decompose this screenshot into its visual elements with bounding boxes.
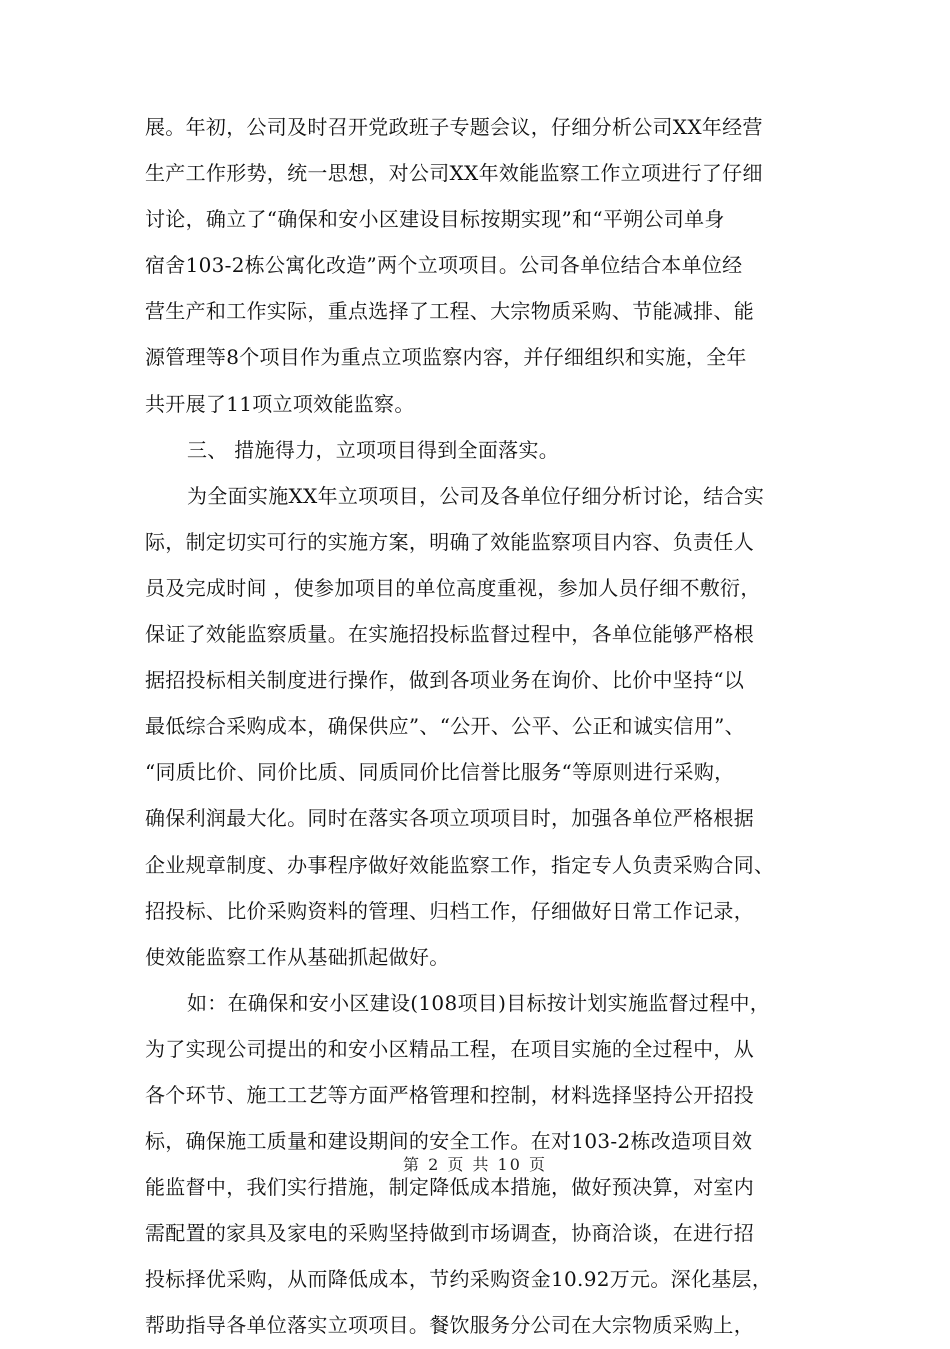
text-line: 生产工作形势，统一思想，对公司XX年效能监察工作立项进行了仔细 [145,161,763,186]
page-number-footer: 第 2 页 共 10 页 [403,1155,547,1174]
text-line: “同质比价、同价比质、同质同价比信誉比服务“等原则进行采购， [145,760,735,785]
text-line: 据招投标相关制度进行操作，做到各项业务在询价、比价中坚持“以 [145,668,745,693]
text-line: 使效能监察工作从基础抓起做好。 [145,944,450,969]
text-line: 展。年初，公司及时召开党政班子专题会议，仔细分析公司XX年经营 [145,115,763,139]
text-line: 源管理等8个项目作为重点立项监察内容，并仔细组织和实施，全年 [145,345,747,370]
text-line: 能监督中，我们实行措施，制定降低成本措施，做好预决算，对室内 [145,1175,754,1200]
text-line: 各个环节、施工工艺等方面严格管理和控制，材料选择坚持公开招投 [145,1082,754,1107]
text-line: 为了实现公司提出的和安小区精品工程，在项目实施的全过程中，从 [145,1036,754,1061]
text-line: 营生产和工作实际，重点选择了工程、大宗物质采购、节能减排、能 [145,299,754,324]
section-heading: 三、 措施得力，立项项目得到全面落实。 [187,437,560,462]
text-line: 最低综合采购成本，确保供应”、“公开、公平、公正和诚实信用”、 [145,714,745,739]
text-line: 际，制定切实可行的实施方案，明确了效能监察项目内容、负责任人 [145,529,754,554]
text-line: 需配置的家具及家电的采购坚持做到市场调查，协商洽谈，在进行招 [145,1221,754,1246]
text-line: 帮助指导各单位落实立项项目。餐饮服务分公司在大宗物质采购上， [145,1313,754,1338]
text-line: 讨论，确立了“确保和安小区建设目标按期实现”和“平朔公司单身 [145,207,725,232]
text-line: 确保利润最大化。同时在落实各项立项项目时，加强各单位严格根据 [145,806,754,831]
text-line: 企业规章制度、办事程序做好效能监察工作，指定专人负责采购合同、 [145,852,775,877]
text-line: 标，确保施工质量和建设期间的安全工作。在对103-2栋改造项目效 [145,1129,753,1154]
text-line: 员及完成时间 ，使参加项目的单位高度重视，参加人员仔细不敷衍， [145,575,761,600]
text-line: 招投标、比价采购资料的管理、归档工作，仔细做好日常工作记录， [145,898,754,923]
text-line: 投标择优采购，从而降低成本，节约采购资金10.92万元。深化基层， [145,1267,773,1292]
text-line: 保证了效能监察质量。在实施招投标监督过程中，各单位能够严格根 [145,622,754,647]
text-line: 宿舍103-2栋公寓化改造”两个立项项目。公司各单位结合本单位经 [145,253,743,278]
text-line: 如：在确保和安小区建设(108项目)目标按计划实施监督过程中， [187,990,771,1015]
text-line: 共开展了11项立项效能监察。 [145,391,415,416]
text-line: 为全面实施XX年立项项目，公司及各单位仔细分析讨论，结合实 [187,483,765,508]
